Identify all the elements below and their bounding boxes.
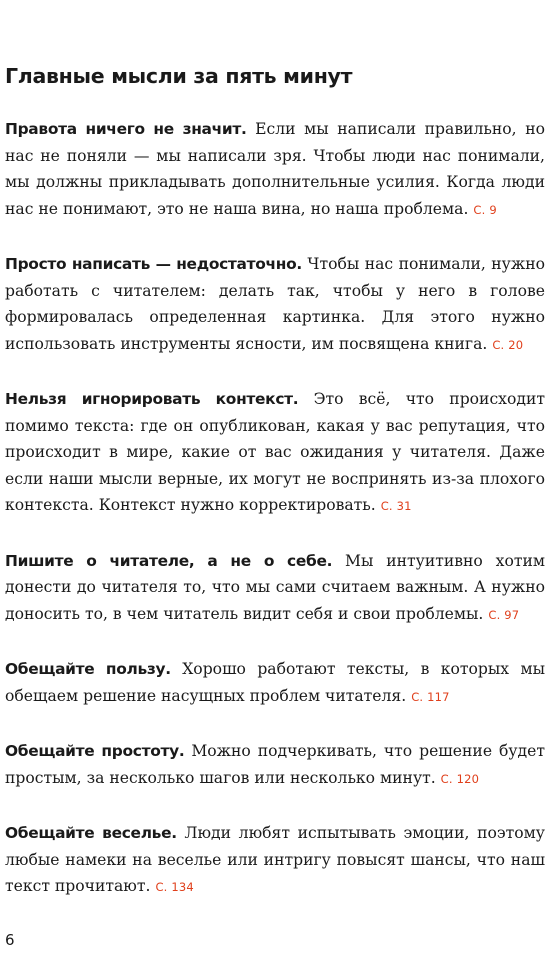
summary-text: Хорошо работают тексты, в которых мы обещаем решение насущных проблем читателя. xyxy=(5,660,545,705)
page-reference: С. 117 xyxy=(411,689,450,704)
summary-item xyxy=(5,116,545,223)
page-content xyxy=(5,62,545,929)
page-reference: С. 134 xyxy=(155,880,194,894)
page-reference: С. 9 xyxy=(473,202,497,217)
summary-item xyxy=(5,656,545,710)
page-reference: С. 20 xyxy=(492,337,524,352)
page-reference: С. 31 xyxy=(380,499,412,513)
summary-text: Это всё, что происходит помимо текста: где он опубликован, какая у вас репутация, что происходит в мире, какие от вас ожидания у читателя. Даже если наши мысли верные, их могут не воспринять из-за плохого контекста. Контекст нужно корректировать. xyxy=(5,390,545,514)
page-reference: С. 97 xyxy=(488,607,520,622)
summary-heading: Обещайте простоту. xyxy=(5,742,185,760)
page-reference: С. 120 xyxy=(440,771,480,786)
summary-heading: Обещайте пользу. xyxy=(5,660,171,678)
summary-item xyxy=(5,738,545,792)
summary-text: Если мы написали правильно, но нас не поняли — мы написали зря. Чтобы люди нас понимали, мы должны прикладывать дополнительные усилия. Когда люди нас не понимают, это не наша вина, но наша проблема. xyxy=(5,120,545,218)
summary-heading: Обещайте веселье. xyxy=(5,824,177,842)
summary-heading: Просто написать — недостаточно. xyxy=(5,255,302,273)
summary-heading: Правота ничего не значит. xyxy=(5,120,247,138)
summary-heading: Пишите о читателе, а не о себе. xyxy=(5,551,333,570)
summary-text: Можно подчеркивать, что решение будет простым, за несколько шагов или несколько минут. xyxy=(5,742,545,787)
page-number: 6 xyxy=(5,931,15,949)
summary-item xyxy=(5,386,545,520)
summary-item xyxy=(5,548,545,629)
summary-text: Чтобы нас понимали, нужно работать с читателем: делать так, чтобы у него в голове формировалась определенная картинка. Для этого нужно использовать инструменты ясности, им посвящена книга. xyxy=(5,255,545,353)
summary-text: Люди любят испытывать эмоции, поэтому любые намеки на веселье или интригу повысят шансы, что наш текст прочитают. xyxy=(5,824,545,895)
summary-text: Мы интуитивно хотим донести до читателя то, что мы сами считаем важным. А нужно доносить то, в чем читатель видит себя и свои проблемы. xyxy=(5,551,545,623)
page-title: Главные мысли за пять минут xyxy=(5,64,353,88)
summary-item xyxy=(5,251,545,358)
summary-item xyxy=(5,820,545,901)
summary-heading: Нельзя игнорировать контекст. xyxy=(5,390,299,408)
